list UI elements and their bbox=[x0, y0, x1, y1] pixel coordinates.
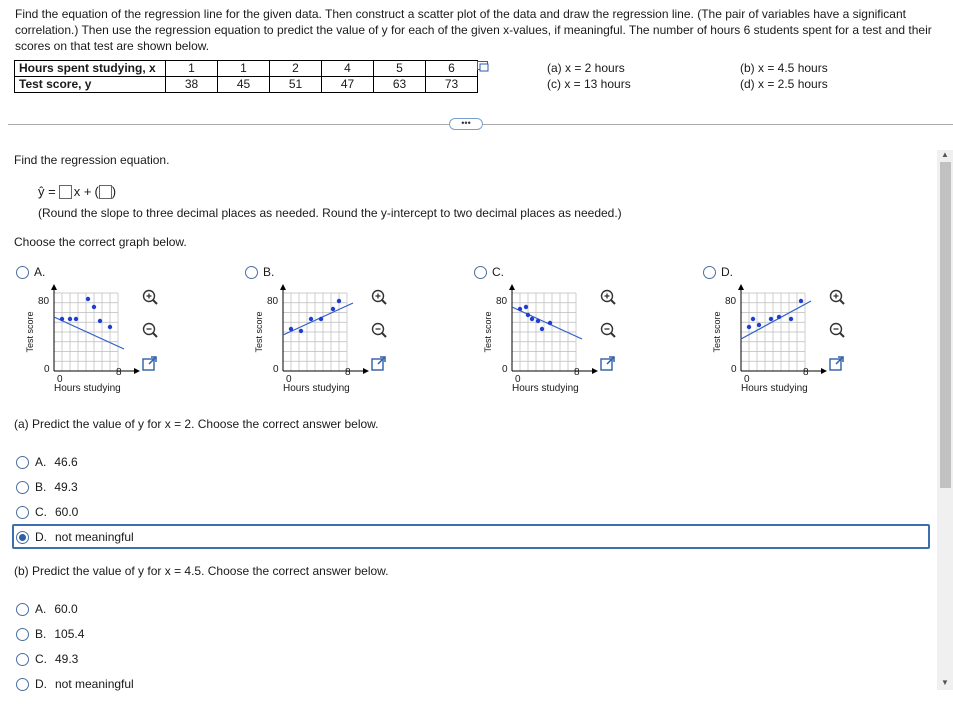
y-tick-80: 80 bbox=[38, 296, 50, 307]
problem-statement: Find the equation of the regression line for the given data. Then construct a scatter plot of the data and draw the regression line. (The pair of variables have a significant correlation.) Then use the regression equation to predict the value of y for each of the given x-values, if meaningful. The number of hours 6 students spent for a test and their scores on that test are shown below. bbox=[15, 7, 932, 53]
part-a-prompt: (a) Predict the value of y for x = 2. Choose the correct answer below. bbox=[14, 417, 379, 431]
y-tick-0: 0 bbox=[44, 364, 50, 375]
x-tick-0: 0 bbox=[744, 374, 750, 385]
zoom-out-icon[interactable] bbox=[828, 321, 846, 339]
radio-button[interactable] bbox=[16, 628, 29, 641]
data-point bbox=[98, 319, 102, 323]
open-external-icon[interactable] bbox=[828, 355, 846, 373]
y-tick-0: 0 bbox=[502, 364, 508, 375]
data-point bbox=[309, 317, 313, 321]
row-label-score: Test score, y bbox=[15, 77, 166, 93]
radio-button[interactable] bbox=[16, 481, 29, 494]
scroll-up-arrow-icon[interactable]: ▲ bbox=[941, 150, 949, 159]
y-tick-80: 80 bbox=[496, 296, 508, 307]
radio-button[interactable] bbox=[16, 456, 29, 469]
table-cell: 1 bbox=[166, 61, 218, 77]
data-point bbox=[299, 329, 303, 333]
zoom-in-icon[interactable] bbox=[370, 288, 388, 306]
data-point bbox=[74, 317, 78, 321]
zoom-in-icon[interactable] bbox=[828, 288, 846, 306]
x-plus-label: x + bbox=[73, 184, 92, 199]
data-point bbox=[757, 323, 761, 327]
y-tick-80: 80 bbox=[725, 296, 737, 307]
table-cell: 45 bbox=[218, 77, 270, 93]
table-cell: 5 bbox=[374, 61, 426, 77]
data-point bbox=[530, 317, 534, 321]
graph-option-a[interactable]: A. 80 0 0 8 Hours studying Test score bbox=[14, 265, 234, 400]
part-b-option-b[interactable]: B. 105.4 bbox=[16, 627, 84, 641]
table-row bbox=[15, 61, 478, 77]
zoom-in-icon[interactable] bbox=[141, 288, 159, 306]
y-axis-label: Test score bbox=[483, 311, 493, 353]
data-point bbox=[331, 307, 335, 311]
data-point bbox=[524, 305, 528, 309]
table-cell: 1 bbox=[218, 61, 270, 77]
data-point bbox=[747, 325, 751, 329]
data-table bbox=[14, 60, 478, 93]
regression-line bbox=[283, 303, 353, 335]
intercept-input[interactable] bbox=[99, 185, 112, 199]
graph-option-b[interactable]: B. 80 0 0 8 Hours studying Test score bbox=[243, 265, 463, 400]
x-tick-8: 8 bbox=[116, 367, 122, 378]
data-point bbox=[751, 317, 755, 321]
given-d: (d) x = 2.5 hours bbox=[740, 77, 828, 91]
radio-button[interactable] bbox=[474, 266, 487, 279]
radio-button[interactable] bbox=[16, 678, 29, 691]
x-axis-label: Hours studying bbox=[512, 383, 579, 394]
data-point bbox=[60, 317, 64, 321]
zoom-out-icon[interactable] bbox=[141, 321, 159, 339]
radio-button[interactable] bbox=[16, 506, 29, 519]
data-point bbox=[337, 299, 341, 303]
zoom-in-icon[interactable] bbox=[599, 288, 617, 306]
regression-line bbox=[54, 317, 124, 349]
x-tick-0: 0 bbox=[286, 374, 292, 385]
x-axis-label: Hours studying bbox=[741, 383, 808, 394]
data-point bbox=[319, 317, 323, 321]
table-cell: 73 bbox=[426, 77, 478, 93]
radio-button-selected[interactable] bbox=[16, 531, 29, 544]
scrollbar-thumb[interactable] bbox=[940, 162, 951, 488]
data-point bbox=[526, 313, 530, 317]
given-a: (a) x = 2 hours bbox=[547, 61, 625, 75]
equation-row: ŷ = x + ( ) bbox=[38, 184, 117, 199]
open-external-icon[interactable] bbox=[370, 355, 388, 373]
data-point bbox=[518, 307, 522, 311]
table-row bbox=[15, 77, 478, 93]
open-external-icon[interactable] bbox=[141, 355, 159, 373]
part-a-option-d[interactable]: D. not meaningful bbox=[16, 530, 134, 544]
find-equation-label: Find the regression equation. bbox=[14, 153, 170, 167]
yhat-label: ŷ = bbox=[38, 184, 56, 199]
table-cell: 63 bbox=[374, 77, 426, 93]
data-point bbox=[86, 297, 90, 301]
zoom-out-icon[interactable] bbox=[599, 321, 617, 339]
data-point bbox=[540, 327, 544, 331]
data-point bbox=[536, 319, 540, 323]
part-b-option-d[interactable]: D. not meaningful bbox=[16, 677, 134, 691]
radio-button[interactable] bbox=[245, 266, 258, 279]
selected-answer-highlight bbox=[12, 524, 930, 549]
y-axis-label: Test score bbox=[254, 311, 264, 353]
rounding-note: (Round the slope to three decimal places as needed. Round the y-intercept to two decimal places as needed.) bbox=[38, 206, 622, 220]
given-c: (c) x = 13 hours bbox=[547, 77, 631, 91]
copy-data-icon[interactable] bbox=[477, 61, 489, 72]
part-b-option-c[interactable]: C. 49.3 bbox=[16, 652, 78, 666]
table-cell: 47 bbox=[322, 77, 374, 93]
data-point bbox=[108, 325, 112, 329]
radio-button[interactable] bbox=[16, 653, 29, 666]
table-cell: 6 bbox=[426, 61, 478, 77]
x-tick-0: 0 bbox=[515, 374, 521, 385]
x-tick-0: 0 bbox=[57, 374, 63, 385]
row-label-hours: Hours spent studying, x bbox=[15, 61, 166, 77]
graph-option-d[interactable]: D. 80 0 0 8 Hours studying Test score bbox=[701, 265, 921, 400]
radio-button[interactable] bbox=[16, 266, 29, 279]
data-point bbox=[789, 317, 793, 321]
data-point bbox=[777, 315, 781, 319]
graph-option-c[interactable]: C. 80 0 0 8 Hours studying Test score bbox=[472, 265, 692, 400]
y-axis-label: Test score bbox=[25, 311, 35, 353]
zoom-out-icon[interactable] bbox=[370, 321, 388, 339]
part-b-prompt: (b) Predict the value of y for x = 4.5. Choose the correct answer below. bbox=[14, 564, 389, 578]
x-tick-8: 8 bbox=[345, 367, 351, 378]
data-point bbox=[548, 321, 552, 325]
part-a-option-c[interactable]: C. 60.0 bbox=[16, 505, 78, 519]
part-a-option-a[interactable]: A. 46.6 bbox=[16, 455, 78, 469]
table-cell: 4 bbox=[322, 61, 374, 77]
data-point bbox=[68, 317, 72, 321]
x-axis-label: Hours studying bbox=[54, 383, 121, 394]
y-tick-80: 80 bbox=[267, 296, 279, 307]
radio-button[interactable] bbox=[703, 266, 716, 279]
y-axis-label: Test score bbox=[712, 311, 722, 353]
x-tick-8: 8 bbox=[803, 367, 809, 378]
data-point bbox=[92, 305, 96, 309]
given-b: (b) x = 4.5 hours bbox=[740, 61, 828, 75]
slope-input[interactable] bbox=[59, 185, 72, 199]
part-a-option-b[interactable]: B. 49.3 bbox=[16, 480, 78, 494]
x-tick-8: 8 bbox=[574, 367, 580, 378]
radio-button[interactable] bbox=[16, 603, 29, 616]
x-axis-label: Hours studying bbox=[283, 383, 350, 394]
regression-line bbox=[512, 307, 582, 339]
data-point bbox=[289, 327, 293, 331]
scroll-down-arrow-icon[interactable]: ▼ bbox=[941, 678, 949, 687]
expand-more-button[interactable]: ••• bbox=[449, 118, 483, 130]
data-point bbox=[799, 299, 803, 303]
open-external-icon[interactable] bbox=[599, 355, 617, 373]
table-cell: 38 bbox=[166, 77, 218, 93]
table-cell: 2 bbox=[270, 61, 322, 77]
choose-graph-label: Choose the correct graph below. bbox=[14, 235, 187, 249]
y-tick-0: 0 bbox=[731, 364, 737, 375]
part-b-option-a[interactable]: A. 60.0 bbox=[16, 602, 78, 616]
data-point bbox=[769, 317, 773, 321]
table-cell: 51 bbox=[270, 77, 322, 93]
y-tick-0: 0 bbox=[273, 364, 279, 375]
